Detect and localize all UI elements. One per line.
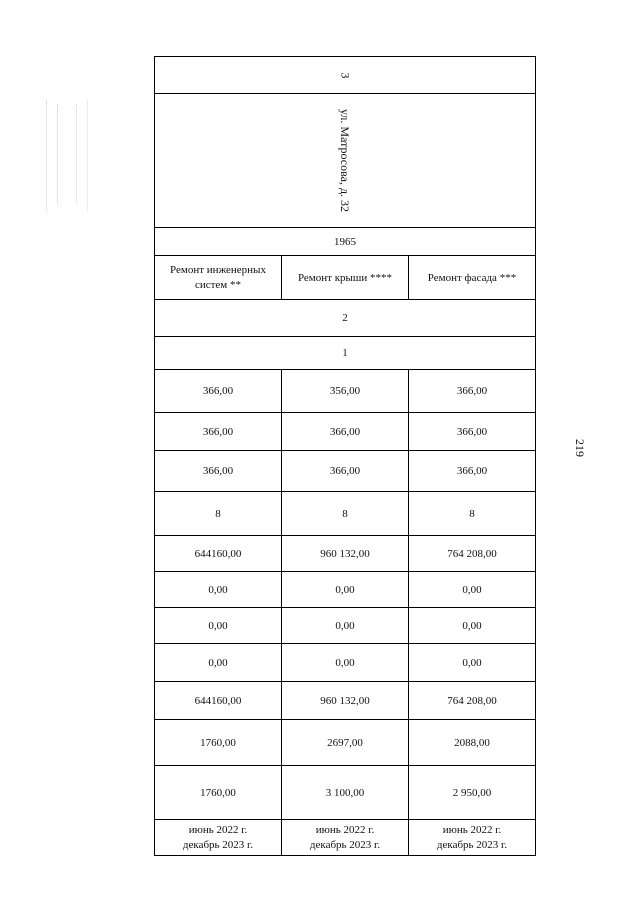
table-cell: 366,00 (282, 413, 409, 451)
table-cell: 0,00 (409, 572, 536, 608)
table-cell: 0,00 (282, 608, 409, 644)
table-cell: 366,00 (409, 413, 536, 451)
table-cell: 0,00 (155, 572, 282, 608)
table-cell: 644160,00 (155, 682, 282, 720)
table-cell: 644160,00 (155, 536, 282, 572)
table-cell: 366,00 (155, 370, 282, 413)
table-row (155, 682, 536, 720)
year: 1965 (155, 228, 536, 256)
column-header: Ремонт крыши **** (282, 256, 409, 300)
column-header-row (155, 256, 536, 300)
table-row (155, 572, 536, 608)
address-row (155, 94, 536, 228)
column-index: 2 (155, 300, 536, 337)
table-cell: 0,00 (282, 644, 409, 682)
table-cell: 8 (282, 492, 409, 536)
table-cell: 1760,00 (155, 766, 282, 820)
period-cell (155, 820, 282, 856)
table-cell: 960 132,00 (282, 682, 409, 720)
table-row (155, 370, 536, 413)
table-cell: 2697,00 (282, 720, 409, 766)
table-cell: 0,00 (282, 572, 409, 608)
table-row (155, 766, 536, 820)
table-cell: 2088,00 (409, 720, 536, 766)
table-row (155, 720, 536, 766)
period-row (155, 820, 536, 856)
table-cell: 2 950,00 (409, 766, 536, 820)
repair-table (154, 56, 536, 856)
table-cell: 3 100,00 (282, 766, 409, 820)
table-row (155, 644, 536, 682)
table-row (155, 608, 536, 644)
table-cell: 366,00 (155, 413, 282, 451)
period-end: декабрь 2023 г. (309, 838, 381, 851)
period-start: июнь 2022 г. (188, 823, 248, 836)
address: ул. Матросова, д. 32 (338, 108, 353, 213)
table-row (155, 413, 536, 451)
index-row (155, 337, 536, 370)
table-cell: 960 132,00 (282, 536, 409, 572)
table-row (155, 492, 536, 536)
table-cell: 366,00 (155, 451, 282, 492)
table-cell: 366,00 (282, 451, 409, 492)
table-cell: 764 208,00 (409, 536, 536, 572)
column-header: Ремонт фасада *** (409, 256, 536, 300)
table-cell: 0,00 (155, 644, 282, 682)
period-start: июнь 2022 г. (442, 823, 502, 836)
table-cell: 0,00 (155, 608, 282, 644)
table-cell: 764 208,00 (409, 682, 536, 720)
row-number-row (155, 57, 536, 94)
period-end: декабрь 2023 г. (182, 838, 254, 851)
page-number: 219 (573, 439, 587, 457)
period-end: декабрь 2023 г. (436, 838, 508, 851)
table-cell: 8 (155, 492, 282, 536)
table-row (155, 451, 536, 492)
row-number: 3 (338, 72, 353, 78)
column-index: 1 (155, 337, 536, 370)
scan-artifact (46, 100, 88, 212)
row-number-cell (155, 57, 536, 94)
address-cell (155, 94, 536, 228)
period-cell (409, 820, 536, 856)
period-cell (282, 820, 409, 856)
table-cell: 366,00 (409, 370, 536, 413)
table-cell: 8 (409, 492, 536, 536)
table-row (155, 536, 536, 572)
column-header: Ремонт инженерных систем ** (155, 256, 282, 300)
table-cell: 0,00 (409, 608, 536, 644)
table-cell: 366,00 (409, 451, 536, 492)
year-row (155, 228, 536, 256)
index-row (155, 300, 536, 337)
table-cell: 356,00 (282, 370, 409, 413)
table-cell: 0,00 (409, 644, 536, 682)
table-cell: 1760,00 (155, 720, 282, 766)
period-start: июнь 2022 г. (315, 823, 375, 836)
